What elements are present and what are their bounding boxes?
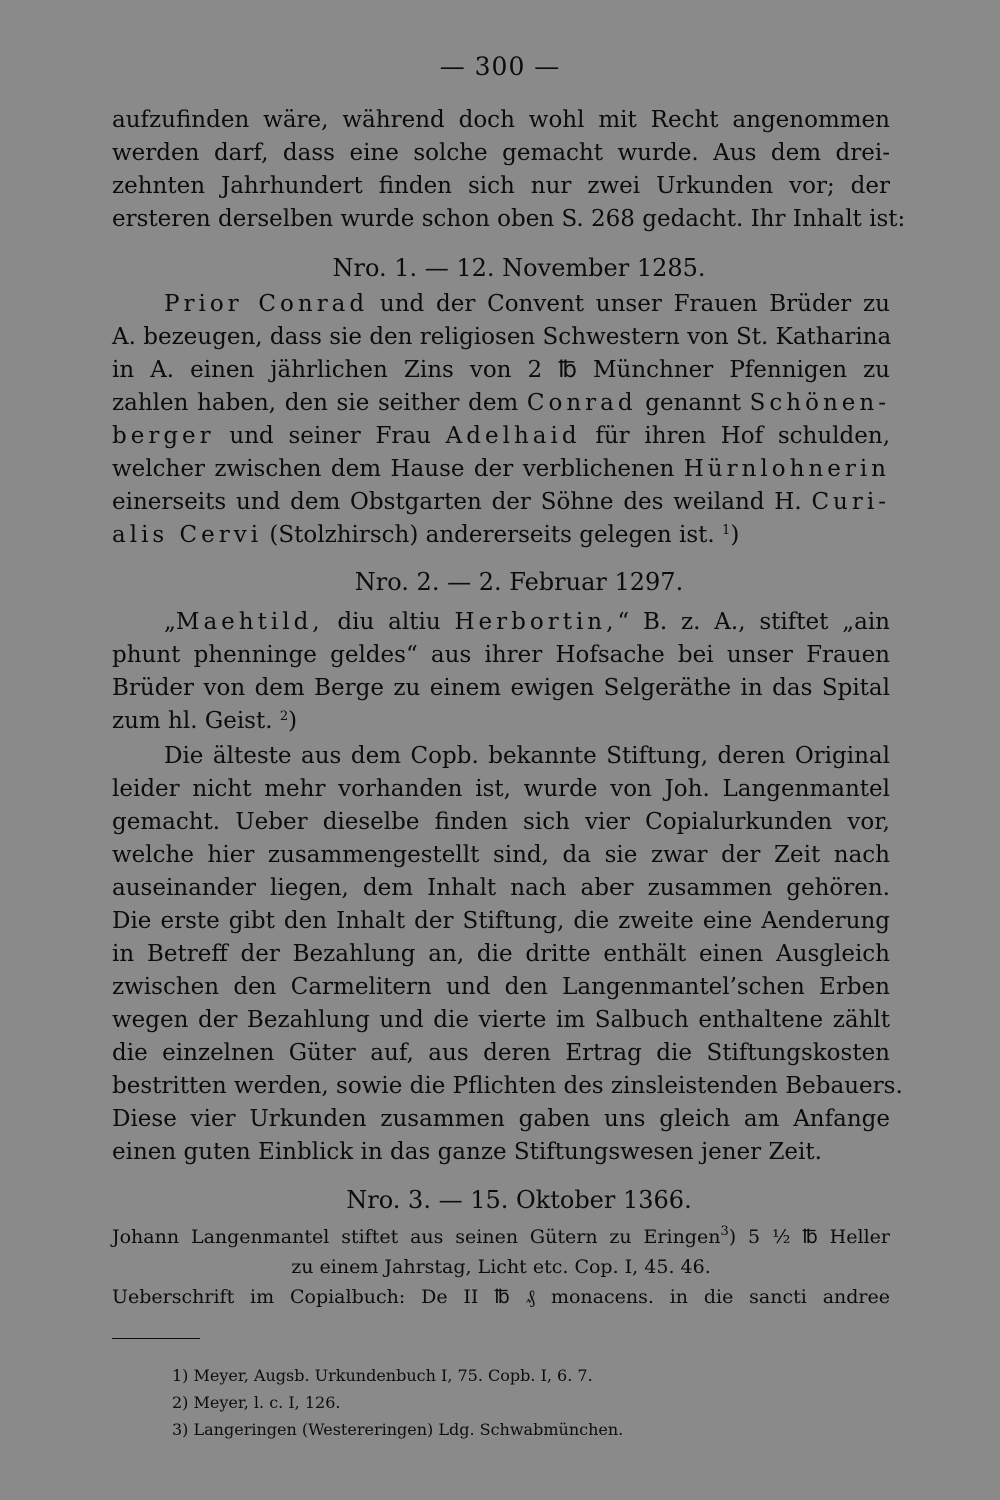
spaced-name: Hürnlohnerin xyxy=(683,456,890,482)
text-span: ) xyxy=(288,708,298,734)
text-line: Die älteste aus dem Copb. bekannte Stiftung, deren Original xyxy=(164,743,890,769)
text-line: phunt phenninge geldes“ aus ihrer Hofsache bei unser Frauen xyxy=(112,642,890,668)
spaced-name: Schönen- xyxy=(749,390,890,416)
text-span: diu altiu xyxy=(323,609,455,635)
entry-3 xyxy=(112,1184,890,1217)
text-line xyxy=(112,519,890,552)
spaced-name: Prior Conrad xyxy=(164,291,369,317)
entry-1 xyxy=(112,252,890,285)
text-span: “ B. z. A., stiftet „ain xyxy=(617,609,890,635)
text-line xyxy=(112,453,890,486)
entry-heading: Nro. 2. — 2. Februar 1297. xyxy=(354,568,684,596)
text-line: zu einem Jahrstag, Licht etc. Cop. I, 45. 46. xyxy=(291,1256,711,1278)
spaced-name: Conrad xyxy=(526,390,637,416)
text-span: ) 5 ½ ℔ Heller xyxy=(728,1226,890,1248)
entry-2 xyxy=(112,566,890,599)
text-line: leider nicht mehr vorhanden ist, wurde von Joh. Langenmantel xyxy=(112,776,890,802)
text-line xyxy=(112,420,890,453)
entry-2-body xyxy=(112,606,890,738)
text-line: auseinander liegen, dem Inhalt nach aber zusammen gehören. xyxy=(112,875,890,901)
footnote: 2) Meyer, l. c. I, 126. xyxy=(172,1393,341,1412)
footnote: 1) Meyer, Augsb. Urkundenbuch I, 75. Copb. I, 6. 7. xyxy=(172,1366,593,1385)
text-line xyxy=(112,486,890,519)
text-line: werden darf, dass eine solche gemacht wurde. Aus dem drei- xyxy=(112,140,890,166)
spaced-name: Maehtild, xyxy=(175,609,324,635)
text-span: genannt xyxy=(636,390,750,416)
text-line: zehnten Jahrhundert finden sich nur zwei Urkunden vor; der xyxy=(112,173,890,199)
text-line: Diese vier Urkunden zusammen gaben uns gleich am Anfange xyxy=(112,1106,890,1132)
text-line: aufzufinden wäre, während doch wohl mit Recht angenommen xyxy=(112,107,890,133)
text-line: die einzelnen Güter auf, aus deren Ertrag die Stiftungskosten xyxy=(112,1040,890,1066)
intro-paragraph xyxy=(112,104,906,236)
footnote-marker: 1 xyxy=(722,523,731,538)
text-span: „ xyxy=(164,609,176,635)
spaced-name: berger xyxy=(112,423,215,449)
entry-3-body xyxy=(112,1222,890,1312)
text-span: für ihren Hof schulden, xyxy=(580,423,890,449)
text-span: Johann Langenmantel stiftet aus seinen Gütern zu Eringen xyxy=(112,1226,721,1248)
text-line xyxy=(112,606,890,639)
text-line: in Betreff der Bezahlung an, die dritte enthält einen Ausgleich xyxy=(112,941,890,967)
footnote-marker: 2 xyxy=(279,709,289,724)
text-span: ) xyxy=(730,522,740,548)
footnote-marker: 3 xyxy=(720,1224,729,1239)
text-span: und seiner Frau xyxy=(214,423,446,449)
spaced-name: alis Cervi xyxy=(112,522,263,548)
text-line: Brüder von dem Berge zu einem ewigen Selgeräthe in das Spital xyxy=(112,675,890,701)
text-span: zahlen haben, den sie seither dem xyxy=(112,390,527,416)
spaced-name: Adelhaid xyxy=(445,423,581,449)
text-span: einerseits und dem Obstgarten der Söhne des weiland H. xyxy=(112,489,812,515)
entry-heading: Nro. 1. — 12. November 1285. xyxy=(332,254,706,282)
spaced-name: Herbortin, xyxy=(454,609,618,635)
text-line: welche hier zusammengestellt sind, da sie zwar der Zeit nach xyxy=(112,842,890,868)
text-line: ersteren derselben wurde schon oben S. 268 gedacht. Ihr Inhalt ist: xyxy=(112,206,906,232)
main-paragraph xyxy=(112,740,903,1169)
text-line: in A. einen jährlichen Zins von 2 ℔ Münchner Pfennigen zu xyxy=(112,357,890,383)
text-span: und der Convent unser Frauen Brüder zu xyxy=(368,291,890,317)
text-line xyxy=(112,705,890,738)
text-line: wegen der Bezahlung und die vierte im Salbuch enthaltene zählt xyxy=(112,1007,890,1033)
footnote: 3) Langeringen (Westereringen) Ldg. Schwabmünchen. xyxy=(172,1420,624,1439)
entry-1-body xyxy=(112,288,890,552)
spaced-name: Curi- xyxy=(811,489,890,515)
text-line: Ueberschrift im Copialbuch: De II ℔ ₰ monacens. in die sancti andree xyxy=(112,1286,890,1308)
page-number: — 300 — xyxy=(439,52,561,81)
text-line xyxy=(112,1222,890,1252)
entry-heading: Nro. 3. — 15. Oktober 1366. xyxy=(346,1186,692,1214)
text-span: (Stolzhirsch) andererseits gelegen ist. xyxy=(262,522,715,548)
text-line xyxy=(112,387,890,420)
footnotes xyxy=(112,1362,890,1443)
text-span: welcher zwischen dem Hause der verblichenen xyxy=(112,456,684,482)
text-line: einen guten Einblick in das ganze Stiftungswesen jener Zeit. xyxy=(112,1139,822,1165)
text-span: zum hl. Geist. xyxy=(112,708,273,734)
text-line: Die erste gibt den Inhalt der Stiftung, die zweite eine Aenderung xyxy=(112,908,890,934)
text-line xyxy=(112,288,890,321)
text-line: zwischen den Carmelitern und den Langenmantel’schen Erben xyxy=(112,974,890,1000)
footnote-divider xyxy=(112,1338,200,1339)
text-line: bestritten werden, sowie die Pflichten des zinsleistenden Bebauers. xyxy=(112,1073,903,1099)
text-line: A. bezeugen, dass sie den religiosen Schwestern von St. Katharina xyxy=(112,324,892,350)
text-line: gemacht. Ueber dieselbe finden sich vier Copialurkunden vor, xyxy=(112,809,890,835)
